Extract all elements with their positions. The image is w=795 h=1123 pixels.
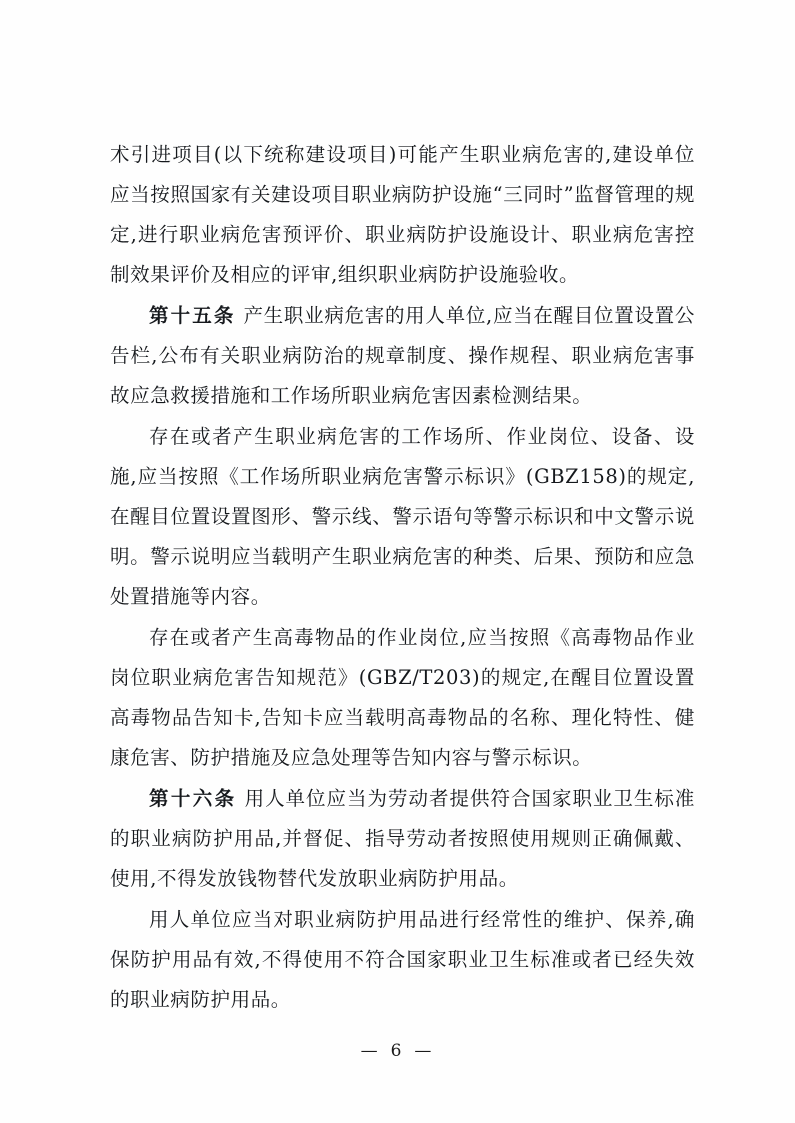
paragraph-article-15 [110, 296, 695, 416]
paragraph-text: 存在或者产生高毒物品的作业岗位,应当按照《高毒物品作业岗位职业病危害告知规范》(GBZ/T203)的规定,在醒目位置设置高毒物品告知卡,告知卡应当载明高毒物品的名称、理化特性、健康危害、防护措施及应急处理等告知内容与警示标识。 [110, 626, 695, 769]
page-number: 6 [390, 1041, 405, 1061]
footer-dash-right: — [414, 1041, 435, 1061]
paragraph-text: 用人单位应当对职业病防护用品进行经常性的维护、保养,确保防护用品有效,不得使用不符合国家职业卫生标准或者已经失效的职业病防护用品。 [110, 908, 695, 1011]
article-label: 第十五条 [149, 304, 236, 327]
paragraph-text: 存在或者产生职业病危害的工作场所、作业岗位、设备、设施,应当按照《工作场所职业病危害警示标识》(GBZ158)的规定,在醒目位置设置图形、警示线、警示语句等警示标识和中文警示说明。警示说明应当载明产生职业病危害的种类、后果、预防和应急处置措施等内容。 [110, 425, 695, 608]
footer-dash-left: — [360, 1041, 381, 1061]
paragraph-15-3 [110, 618, 695, 778]
paragraph-15-2 [110, 417, 695, 617]
article-label: 第十六条 [149, 787, 237, 810]
paragraph-continued [110, 135, 695, 295]
paragraph-text: 术引进项目(以下统称建设项目)可能产生职业病危害的,建设单位应当按照国家有关建设项目职业病防护设施“三同时”监督管理的规定,进行职业病危害预评价、职业病防护设施设计、职业病危害控制效果评价及相应的评审,组织职业病防护设施验收。 [110, 143, 695, 286]
paragraph-text: 产生职业病危害的用人单位,应当在醒目位置设置公告栏,公布有关职业病防治的规章制度、操作规程、职业病危害事故应急救援措施和工作场所职业病危害因素检测结果。 [110, 304, 695, 407]
page-footer [0, 1041, 795, 1061]
paragraph-16-2 [110, 900, 695, 1020]
paragraph-article-16 [110, 779, 695, 899]
document-body [110, 135, 695, 1020]
paragraph-text: 用人单位应当为劳动者提供符合国家职业卫生标准的职业病防护用品,并督促、指导劳动者按照使用规则正确佩戴、使用,不得发放钱物替代发放职业病防护用品。 [110, 787, 695, 890]
